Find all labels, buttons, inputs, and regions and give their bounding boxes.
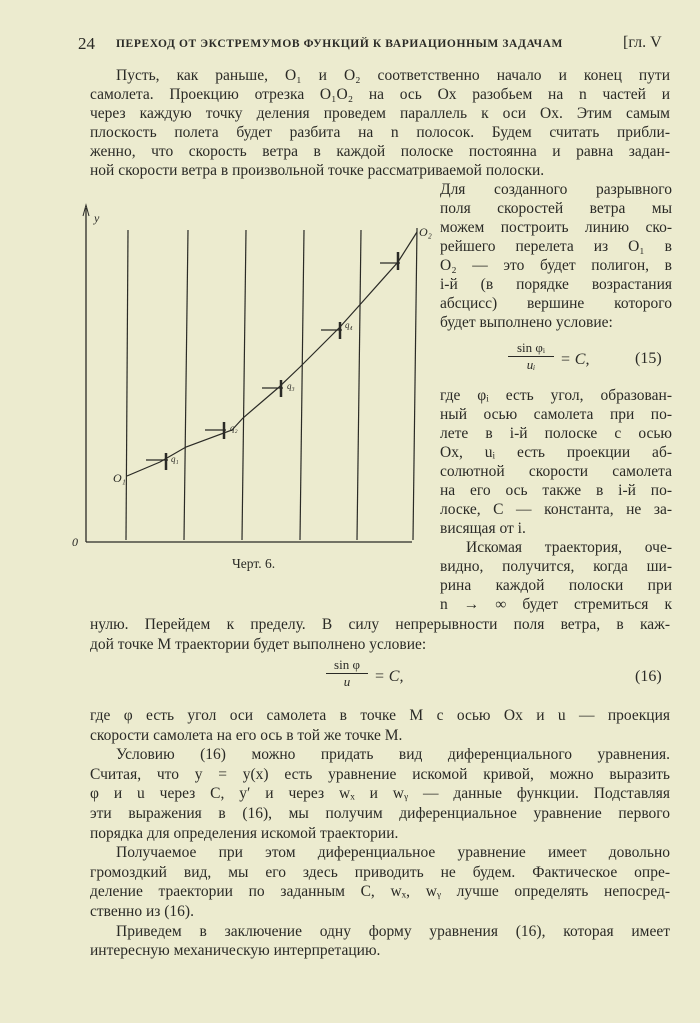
text-line: рина каждой полоски при [440,577,672,594]
text-line: поля скоростей ветра мы [440,200,672,217]
text-line: интересную механическую интерпретацию. [90,942,381,960]
strip-boundaries [126,228,417,540]
text-line: женно, что скорость ветра в каждой полоске постоянна и равна задан- [90,143,670,160]
text-line: Искомая траектория, оче- [466,539,672,556]
text-line: φ и u через C, y′ и через wₓ и wᵧ — данные функции. Подставляя [90,785,670,803]
text-line: лете в i-й полоске с осью [440,425,672,442]
text-line: порядка для определения искомой траектории. [90,824,399,842]
text-line: рейшего перелета из O₁ в [440,238,672,255]
label-q2: q₂ [230,423,238,433]
chapter-marker: [гл. V [623,34,662,51]
label-o1: O₁ [113,471,126,485]
text-line: лоске, C — константа, не за- [440,501,672,518]
text-line: дой точке M траектории будет выполнено условие: [90,635,427,653]
text-line: ственно из (16). [90,903,194,920]
label-q4: q₄ [345,320,353,330]
label-o2: O₂ [419,225,432,239]
text-line: n → ∞ будет стремиться к [440,596,672,613]
text-line: висящая от i. [440,520,526,537]
text-line: абсцисс) вершине которого [440,295,672,312]
formula-16-numerator: sin φ [326,657,368,674]
text-line: Для созданного разрывного [440,181,672,198]
text-line: где φᵢ есть угол, образован- [440,387,672,404]
formula-16-denominator: u [343,674,351,689]
aircraft-icon [380,252,400,270]
aircraft-icon [262,380,283,397]
text-line: плоскость полета будет разбита на n полосок. Будем считать прибли- [90,124,670,141]
formula-15-rhs: = C, [560,351,590,368]
text-line: Условию (16) можно придать вид диференциального уравнения. [116,746,670,764]
text-line: солютной скорости самолета [440,463,672,480]
running-header: ПЕРЕХОД ОТ ЭКСТРЕМУМОВ ФУНКЦИЙ К ВАРИАЦИОННЫМ ЗАДАЧАМ [116,38,564,50]
text-line: Ox, uᵢ есть проекции аб- [440,444,672,461]
text-line: Пусть, как раньше, O₁ и O₂ соответственно начало и конец пути [116,67,670,84]
text-line: ный осью самолета при по- [440,406,672,423]
aircraft-icon [146,453,168,470]
page-number: 24 [78,34,95,53]
text-line: эти выражения в (16), мы получим диференциальное уравнение первого [90,805,670,822]
text-line: нулю. Перейдем к пределу. В силу непрерывности поля ветра, в каж- [90,616,670,633]
label-q3: q₃ [287,381,295,391]
text-line: i-й (в порядке возрастания [440,276,672,293]
equation-number-15: (15) [635,350,662,367]
text-line: будет выполнено условие: [440,314,613,331]
text-line: самолета. Проекцию отрезка O₁O₂ на ось Ox разобьем на n частей и [90,86,670,103]
formula-15-denominator: uᵢ [526,357,536,372]
trajectory-polyline [127,232,417,476]
formula-15-numerator: sin φᵢ [508,340,554,357]
label-q1: q₁ [171,454,179,464]
text-line: можем построить линию ско- [440,219,672,236]
text-line: ной скорости ветра в произвольной точке рассматриваемой полоски. [90,162,545,179]
y-axis-arrow-icon [83,205,89,216]
text-line: громоздкий вид, мы его здесь приводить не будем. Фактическое опре- [90,863,670,881]
aircraft-icon [321,322,342,339]
aircraft-icon [205,422,226,439]
text-line: Считая, что y = y(x) есть уравнение искомой кривой, можно выразить [90,765,670,783]
text-line: Получаемое при этом диференциальное уравнение имеет довольно [116,844,670,862]
text-line: видно, получится, когда ши- [440,558,672,575]
text-line: деление траектории по заданным C, wₓ, wᵧ лучше определять непосред- [90,883,670,901]
formula-16-rhs: = C, [374,668,404,685]
text-line: на его ось также в i-й по- [440,482,672,499]
text-line: где φ есть угол оси самолета в точке M с осью Ox и u — проекция [90,707,670,724]
label-y: y [94,211,100,225]
aircraft-markers [146,252,400,470]
text-line: скорости самолета на его ось в той же точке M. [90,726,403,744]
figure-caption: Черт. 6. [232,556,276,571]
text-line: Приведем в заключение одну форму уравнения (16), которая имеет [116,922,670,940]
equation-number-16: (16) [635,668,662,685]
text-line: O₂ — это будет полигон, в [440,257,672,274]
text-line: через каждую точку деления проведем параллель к оси Ox. Этим самым [90,105,670,122]
label-origin: 0 [72,535,78,549]
